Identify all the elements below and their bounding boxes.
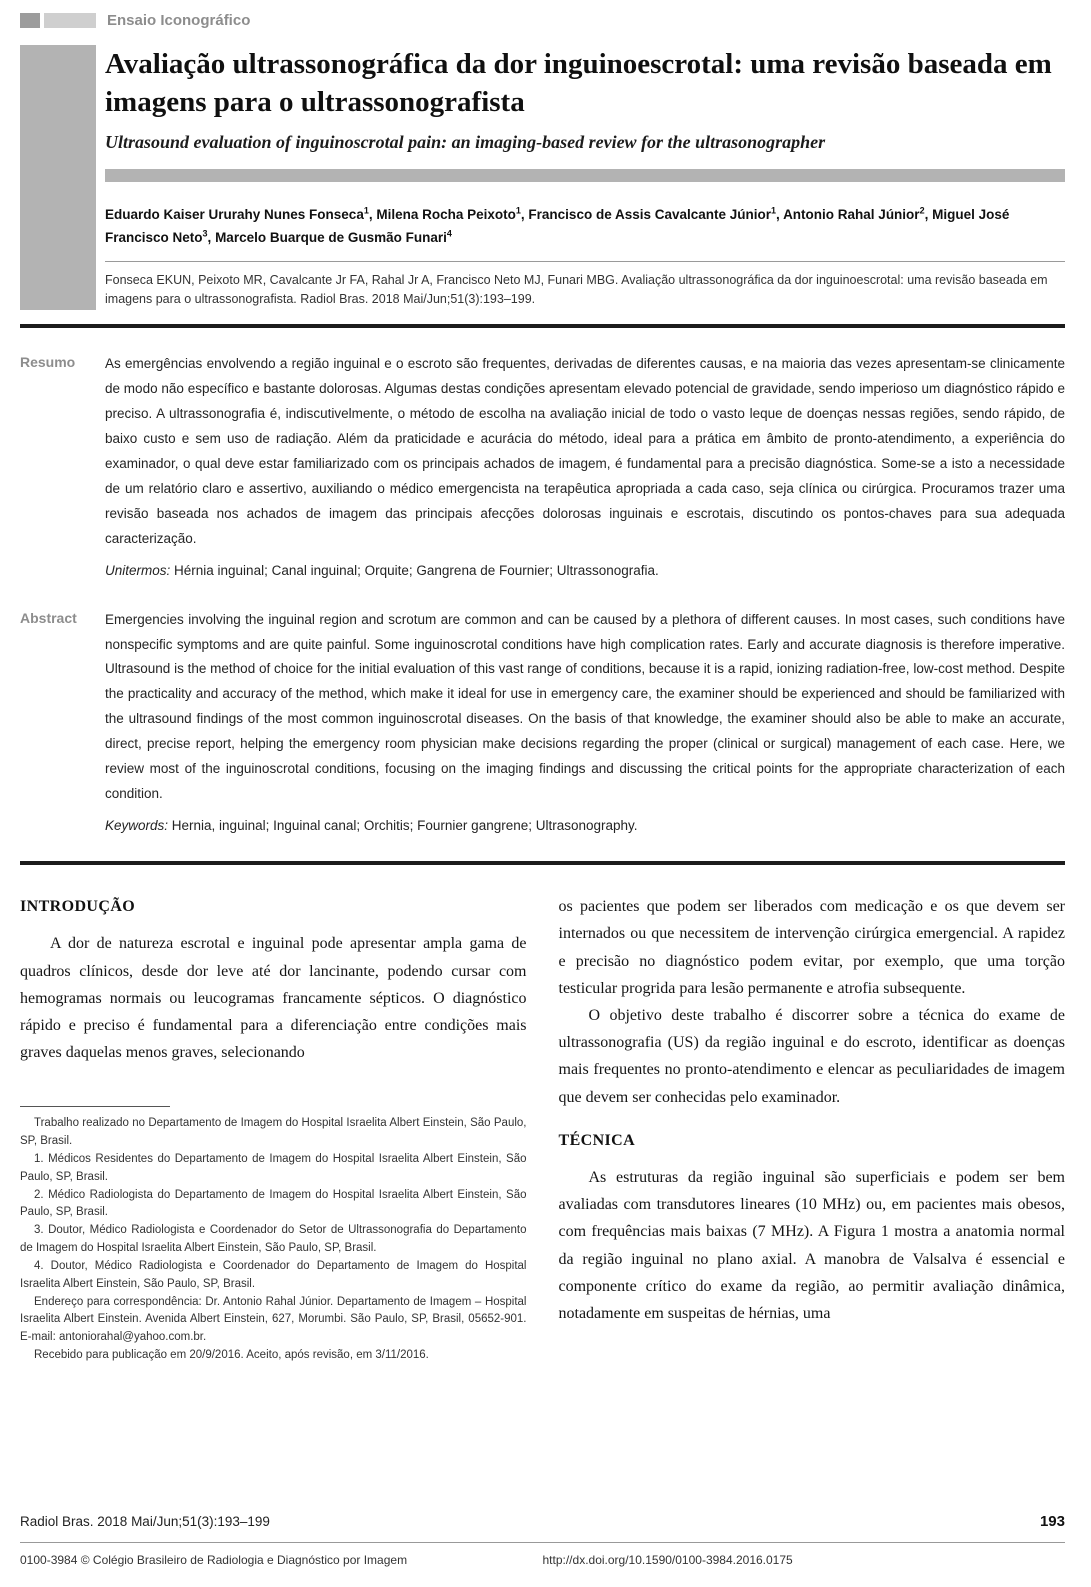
journal-logo-icon bbox=[20, 13, 96, 28]
abstract-content bbox=[105, 608, 1065, 840]
author-name: Milena Rocha Peixoto bbox=[376, 207, 516, 223]
resumo-label: Resumo bbox=[20, 353, 76, 370]
unitermos-label: Unitermos: bbox=[105, 562, 171, 578]
abstract-text: Emergencies involving the inguinal region and scrotum are common and can be caused by a plethora of different causes. In most cases, such conditions have nonspecific symptoms and are quite painful. Some inguinoscrotal conditions have high complication rates. Early and accurate diagnosis is therefore imperative. Ultrasound is the method of choice for the initial evaluation of this vast range of conditions, because it is a rapid, ionizing radiation-free, low-cost method. Despite the practicality and accuracy of the method, which make it ideal for use in emergency care, the examiner should be experienced and should be familiarized with the ultrasound findings of the most common inguinoscrotal diseases. On the basis of that knowledge, the examiner should also be able to make an accurate, direct, precise report, helping the emergency room physician make decisions regarding the proper (clinical or surgical) management of each case. Here, we review most of the inguinoscrotal conditions, focusing on the imaging findings and discussing the critical points for the appropriate characterization of each condition. bbox=[105, 611, 1065, 802]
tecnica-heading: TÉCNICA bbox=[558, 1131, 636, 1149]
keywords-label: Keywords: bbox=[105, 818, 169, 834]
tecnica-paragraph: As estruturas da região inguinal são superficiais e podem ser bem avaliadas com transdutores lineares (10 MHz) ou, em pacientes mais obesos, com frequências mais baixas (7 MHz). A Figura 1 mostra a anatomia normal da região inguinal no plano axial. A manobra de Valsalva é essencial e componente crítico do exame da região, ao permitir avaliação dinâmica, notadamente em suspeitas de hérnias, uma bbox=[558, 1168, 1065, 1322]
footnote-received-dates: Recebido para publicação em 20/9/2016. Aceito, após revisão, em 3/11/2016. bbox=[34, 1348, 429, 1361]
page-footer bbox=[20, 1487, 1065, 1567]
resumo-content bbox=[105, 352, 1065, 584]
footnotes-block bbox=[20, 1106, 527, 1364]
section-rule bbox=[20, 324, 1065, 328]
author-name: Francisco de Assis Cavalcante Júnior bbox=[528, 207, 772, 223]
abstract-section bbox=[20, 608, 1065, 840]
title-section bbox=[20, 45, 1065, 310]
author-name: Miguel José Francisco Neto bbox=[105, 207, 1010, 245]
author-name: Eduardo Kaiser Ururahy Nunes Fonseca bbox=[105, 207, 364, 223]
right-column bbox=[559, 893, 1066, 1365]
title-accent-band bbox=[20, 45, 96, 310]
author-list bbox=[105, 204, 1065, 250]
left-column bbox=[20, 893, 527, 1365]
author-affiliation-sup: 2 bbox=[919, 205, 925, 216]
author bbox=[215, 230, 452, 245]
author-affiliation-sup: 4 bbox=[446, 228, 452, 239]
footnote-affiliation: Trabalho realizado no Departamento de Imagem do Hospital Israelita Albert Einstein, São Paulo, SP, Brasil. bbox=[20, 1117, 527, 1148]
footnote-divider bbox=[20, 1106, 170, 1107]
footer-copyright-row bbox=[20, 1542, 1065, 1567]
unitermos-text: Hérnia inguinal; Canal inguinal; Orquite; Gangrena de Fournier; Ultrassonografia. bbox=[170, 562, 659, 578]
resumo-section bbox=[20, 352, 1065, 584]
author-name: Antonio Rahal Júnior bbox=[783, 207, 920, 223]
author-affiliation-sup: 1 bbox=[515, 205, 521, 216]
author bbox=[528, 207, 783, 222]
resumo-text: As emergências envolvendo a região inguinal e o escroto são frequentes, derivadas de diferentes causas, e na maioria das vezes apresentam-se clinicamente de modo não específico e bastante dolorosas. Algumas destas condições apresentam elevado potencial de gravidade, sendo imperioso um diagnóstico rápido e preciso. A ultrassonografia é, indiscutivelmente, o método de escolha na avaliação inicial de todo o vasto leque de doenças nessas regiões, sendo rápido, de baixo custo e sem uso de radiação. Além da praticidade e acurácia do método, ideal para a prática em âmbito de pronto-atendimento, a experiência do examinador, o qual deve estar familiarizado com os principais achados de imagem, é fundamental para a precisão diagnóstica. Some-se a isto a necessidade de um relatório claro e assertivo, auxiliando o médico emergencista na terapêutica apropriada a cada caso, seja clínica ou cirúrgica. Procuramos trazer uma revisão baseada nos achados de imagem das principais afecções dolorosas inguinais e escrotais, discutindo os pontos-chaves para sua adequada caracterização. bbox=[105, 355, 1065, 546]
article-title-pt: Avaliação ultrassonográfica da dor inguinoescrotal: uma revisão baseada em imagens para o ultrassonografista bbox=[105, 48, 1052, 119]
footnote-affiliation: 2. Médico Radiologista do Departamento de Imagem do Hospital Israelita Albert Einstein, São Paulo, SP, Brasil. bbox=[20, 1188, 527, 1219]
footer-journal-row bbox=[20, 1513, 1065, 1530]
author-affiliation-sup: 1 bbox=[363, 205, 369, 216]
footer-journal-reference: Radiol Bras. 2018 Mai/Jun;51(3):193–199 bbox=[20, 1514, 270, 1529]
author bbox=[783, 207, 932, 222]
author bbox=[376, 207, 528, 222]
section-label: Ensaio Iconográfico bbox=[107, 12, 251, 29]
section-rule bbox=[20, 861, 1065, 865]
author-affiliation-sup: 3 bbox=[202, 228, 208, 239]
citation-line: Fonseca EKUN, Peixoto MR, Cavalcante Jr FA, Rahal Jr A, Francisco Neto MJ, Funari MBG. Avaliação ultrassonográfica da dor inguinoescrotal: uma revisão baseada em imagens para o ultrassonografista. Radiol Bras. 2018 Mai/Jun;51(3):193–199. bbox=[105, 261, 1065, 310]
author-name: Marcelo Buarque de Gusmão Funari bbox=[215, 229, 447, 245]
body-paragraph-objective: O objetivo deste trabalho é discorrer sobre a técnica do exame de ultrassonografia (US) da região inguinal e do escroto, identificar as doenças mais frequentes no pronto-atendimento e elencar as peculiaridades de imagem que devem ser conhecidas pelo examinador. bbox=[558, 1007, 1065, 1106]
page-number: 193 bbox=[1039, 1513, 1065, 1530]
body-paragraph-continuation: os pacientes que podem ser liberados com medicação e os que devem ser internados ou que necessitem de intervenção cirúrgica emergencial. A rapidez e precisão no diagnóstico podem evitar, por exemplo, que uma torção testicular progrida para lesão permanente e atrofia subsequente. bbox=[558, 898, 1065, 997]
author-affiliation-sup: 1 bbox=[771, 205, 777, 216]
body-columns bbox=[20, 893, 1065, 1365]
footnote-affiliation: 1. Médicos Residentes do Departamento de Imagem do Hospital Israelita Albert Einstein, São Paulo, SP, Brasil. bbox=[20, 1153, 527, 1183]
footer-copyright: 0100-3984 © Colégio Brasileiro de Radiologia e Diagnóstico por Imagem bbox=[20, 1553, 408, 1567]
keywords-text: Hernia, inguinal; Inguinal canal; Orchitis; Fournier gangrene; Ultrasonography. bbox=[168, 818, 638, 834]
article-title-en: Ultrasound evaluation of inguinoscrotal pain: an imaging-based review for the ultrasonographer bbox=[105, 131, 826, 152]
intro-heading: INTRODUÇÃO bbox=[20, 898, 136, 916]
title-divider-bar bbox=[105, 169, 1065, 182]
author-separator: , bbox=[207, 229, 216, 245]
resumo-keywords bbox=[105, 559, 1065, 584]
intro-paragraph: A dor de natureza escrotal e inguinal pode apresentar ampla gama de quadros clínicos, desde dor leve até dor lancinante, podendo cursar com hemogramas normais ou leucogramas francamente sépticos. O diagnóstico rápido e preciso é fundamental para a diferenciação entre condições mais graves daquelas menos graves, selecionando bbox=[20, 935, 527, 1062]
author-separator: , bbox=[368, 207, 377, 223]
abstract-label: Abstract bbox=[20, 609, 77, 626]
footnote-affiliation: 3. Doutor, Médico Radiologista e Coordenador do Setor de Ultrassonografia do Departamento de Imagem do Hospital Israelita Albert Einstein, São Paulo, SP, Brasil. bbox=[20, 1224, 527, 1255]
logo-block-dark bbox=[20, 13, 40, 28]
footnote-correspondence: Endereço para correspondência: Dr. Antonio Rahal Júnior. Departamento de Imagem – Hospital Israelita Albert Einstein. Avenida Albert Einstein, 627, Morumbi. São Paulo, SP, Brasil, 05652-901. E-mail: antoniorahal@yahoo.com.br. bbox=[20, 1295, 527, 1344]
author-separator: , bbox=[924, 207, 933, 223]
footnote-affiliation: 4. Doutor, Médico Radiologista e Coordenador do Departamento de Imagem do Hospital Israelita Albert Einstein, São Paulo, SP, Brasil. bbox=[20, 1259, 527, 1290]
author bbox=[105, 207, 376, 222]
abstract-keywords bbox=[105, 814, 1065, 839]
logo-block-light bbox=[44, 13, 96, 28]
doi-link[interactable]: http://dx.doi.org/10.1590/0100-3984.2016.0175 bbox=[542, 1553, 793, 1567]
author-separator: , bbox=[776, 207, 784, 223]
page-header bbox=[20, 12, 1065, 29]
author-separator: , bbox=[520, 207, 529, 223]
